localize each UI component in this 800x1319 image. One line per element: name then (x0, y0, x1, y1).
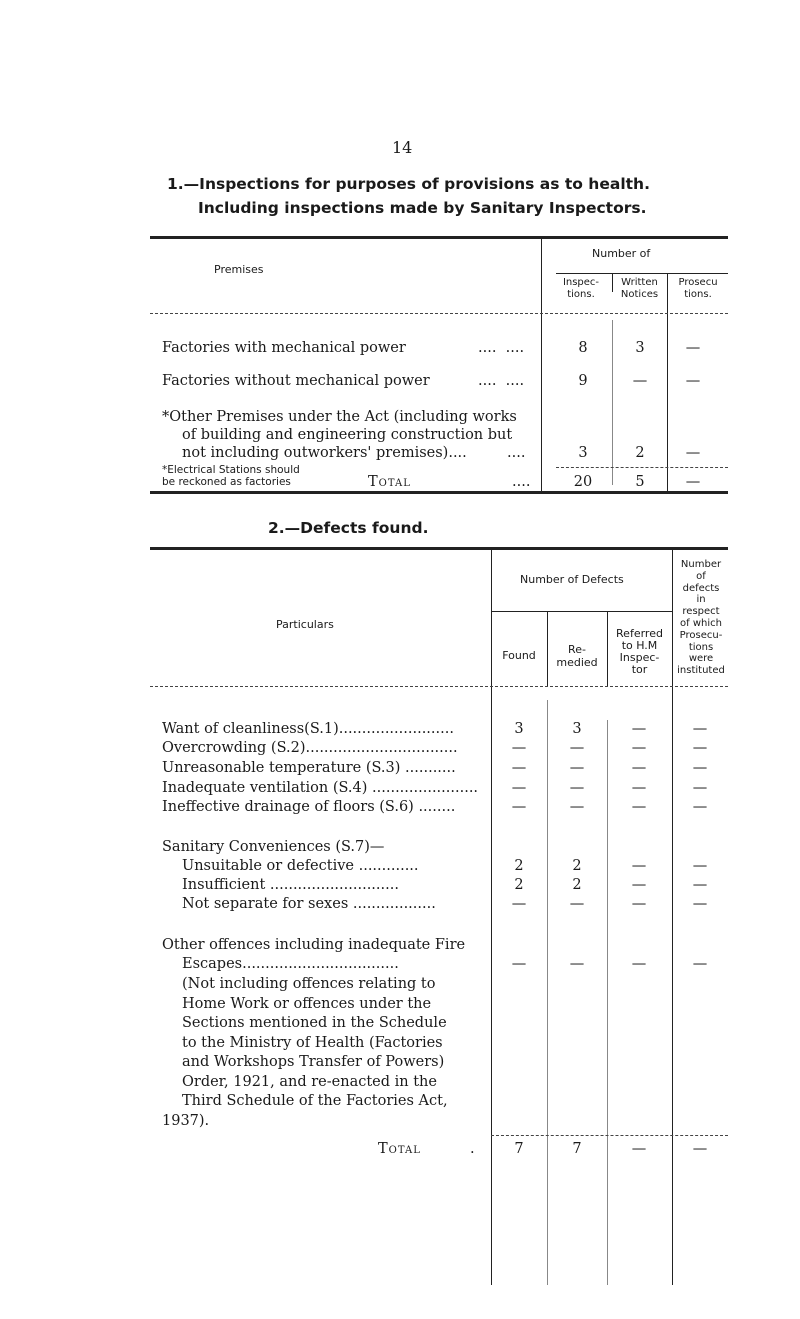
header-particulars: Particulars (276, 618, 334, 631)
exclusion-note: (Not including offences relating to Home Work or offences under the Sections mentioned in the Schedule to the Ministry of Health (Factories and Workshops Transfer of Powers) Order, 1921, and re-enacted in the Third Schedule of the Factories Act, 1937). (162, 976, 448, 1129)
header-number-of-defects: Number of Defects (520, 573, 624, 586)
section1-title-line2: Including inspections made by Sanitary Inspectors. (198, 199, 647, 217)
sanitary-heading: Sanitary Conveniences (S.7)— (162, 839, 385, 855)
section2-title: 2.—Defects found. (268, 519, 429, 537)
col-remedied: Re- medied (556, 643, 598, 669)
col-prosecutions: Prosecu tions. (678, 277, 718, 300)
section1-title-line1: 1.—Inspections for purposes of provisions as to health. (167, 175, 650, 193)
footnote: *Electrical Stations should be reckoned as factories (162, 464, 300, 488)
col-written-notices: Written Notices (620, 277, 659, 300)
page-number: 14 (392, 138, 413, 157)
col-inspections: Inspec- tions. (562, 277, 600, 300)
col-prosecutions-instituted: Number of defects in respect of which Prosecu- tions were instituted (677, 559, 725, 677)
col-found: Found (502, 649, 536, 662)
header-number-of: Number of (592, 247, 651, 260)
header-premises: Premises (214, 263, 264, 276)
col-referred: Referred to H.M Inspec- tor (616, 627, 663, 676)
